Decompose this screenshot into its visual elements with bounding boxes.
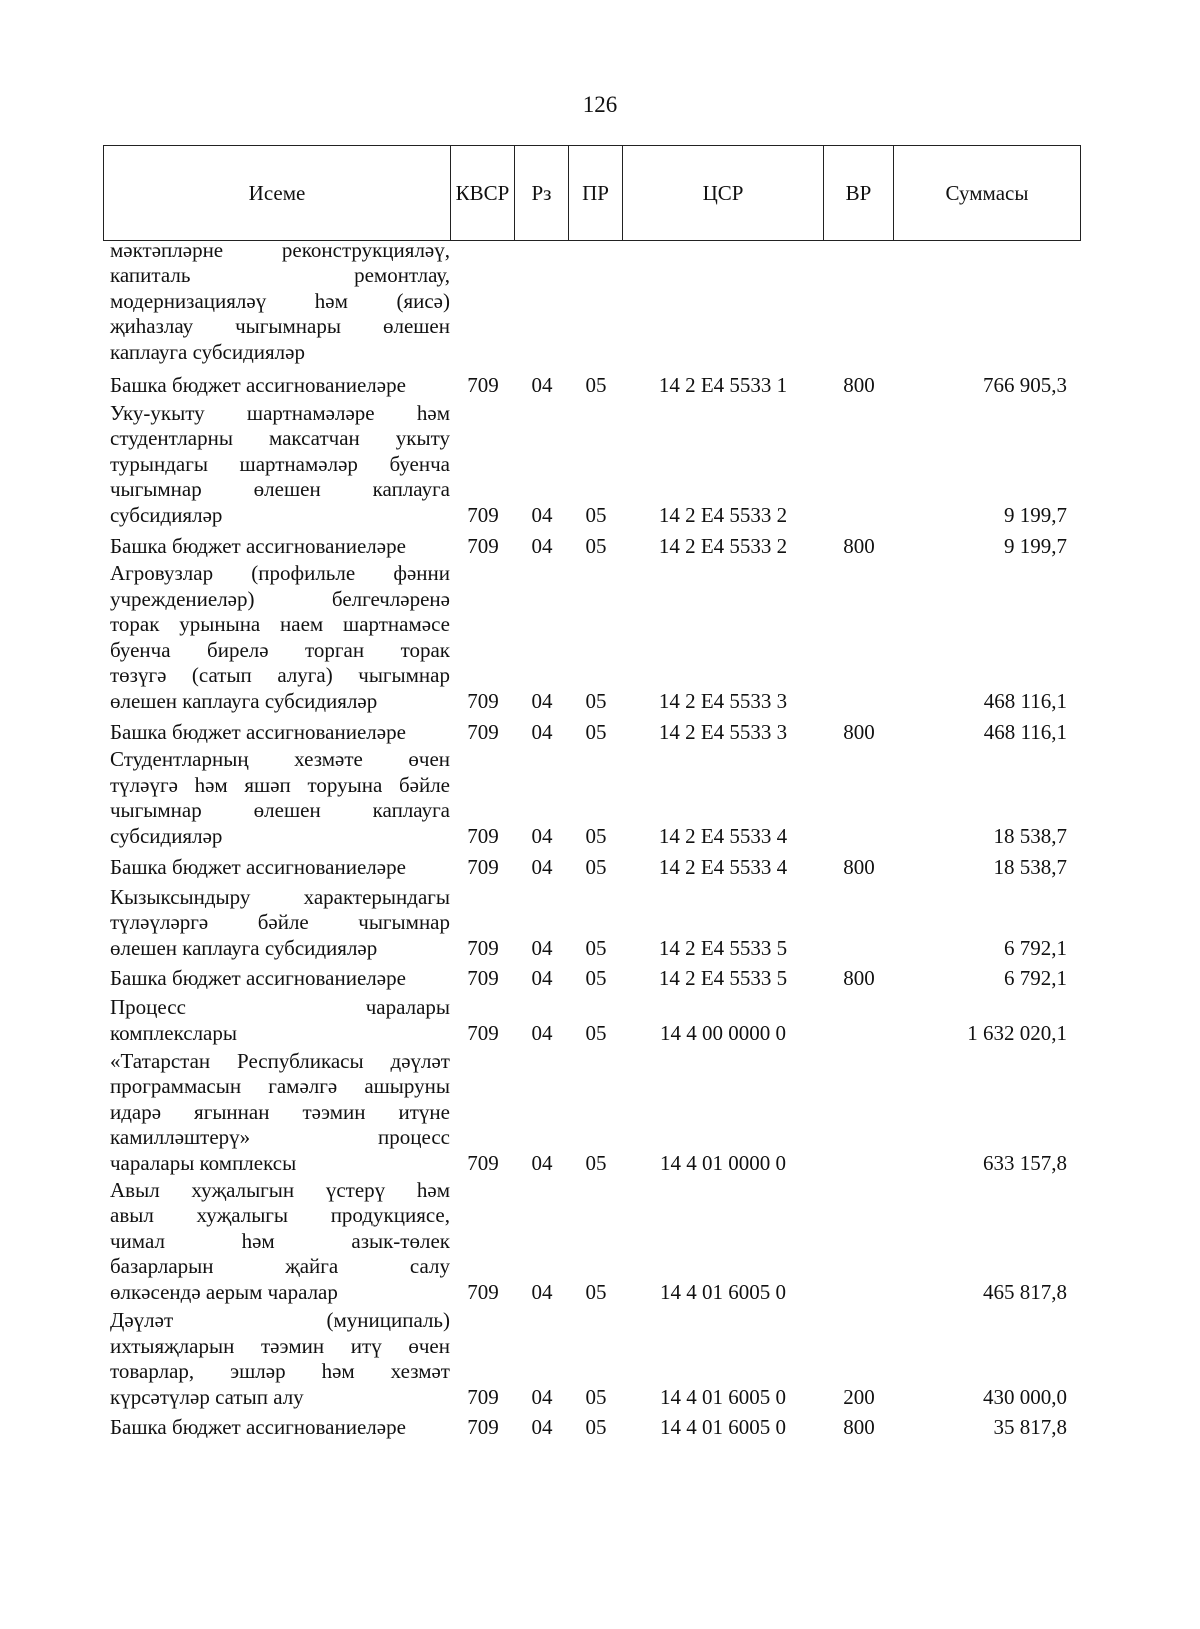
row-name-line: учреждениеләр) белгечләренә xyxy=(110,586,450,611)
row-name-line: базарларын җайга салу xyxy=(110,1254,450,1278)
cell-rz: 04 xyxy=(531,372,553,397)
cell-rz: 04 xyxy=(531,1279,553,1304)
row-name-line: Процесс чаралары xyxy=(110,995,450,1019)
header-pr: ПР xyxy=(569,146,623,241)
row-name-line: Уку-укыту шартнамәләре һәм xyxy=(110,400,450,425)
row-name-line: буенча бирелә торган торак xyxy=(110,637,450,662)
row-name-line: җиһазлау чыгымнары өлешен xyxy=(110,314,450,338)
cell-pr: 05 xyxy=(585,1150,607,1175)
cell-sum: 6 792,1 xyxy=(1004,965,1067,990)
cell-rz: 04 xyxy=(531,823,553,848)
cell-pr: 05 xyxy=(585,502,607,527)
cell-rz: 04 xyxy=(531,1020,553,1045)
header-csr: ЦСР xyxy=(623,146,824,241)
cell-sum: 468 116,1 xyxy=(983,719,1067,744)
cell-kvsr: 709 xyxy=(467,719,499,744)
row-name-line: Башка бюджет ассигнованиеләре xyxy=(110,533,406,558)
cell-kvsr: 709 xyxy=(467,533,499,558)
cell-rz: 04 xyxy=(531,965,553,990)
cell-sum: 430 000,0 xyxy=(983,1384,1067,1409)
cell-pr: 05 xyxy=(585,1384,607,1409)
cell-pr: 05 xyxy=(585,1414,607,1439)
row-name-line: Авыл хуҗалыгын үстерү һәм xyxy=(110,1177,450,1202)
cell-sum: 9 199,7 xyxy=(1004,502,1067,527)
cell-kvsr: 709 xyxy=(467,688,499,713)
row-name xyxy=(110,1415,450,1441)
row-name-line: капиталь ремонтлау, xyxy=(110,263,450,287)
row-name-line: Дәүләт (муниципаль) xyxy=(110,1308,450,1332)
row-name-line: авыл хуҗалыгы продукциясе, xyxy=(110,1203,450,1227)
row-name-line: товарлар, эшләр һәм хезмәт xyxy=(110,1359,450,1383)
row-name-line: Кызыксындыру характерындагы xyxy=(110,884,450,909)
header-name: Исеме xyxy=(104,146,451,241)
cell-sum: 766 905,3 xyxy=(983,372,1067,397)
row-name-line: чыгымнар өлешен каплауга xyxy=(110,477,450,501)
row-name-line: Башка бюджет ассигнованиеләре xyxy=(110,372,406,397)
row-name-line: студентларны максатчан укыту xyxy=(110,426,450,450)
row-name-line: төзүгә (сатып алуга) чыгымнар xyxy=(110,663,450,687)
header-vr: ВР xyxy=(824,146,894,241)
row-name-line: түләүләргә бәйле чыгымнар xyxy=(110,910,450,934)
row-name-line: Башка бюджет ассигнованиеләре xyxy=(110,719,406,744)
cell-kvsr: 709 xyxy=(467,1020,499,1045)
cell-kvsr: 709 xyxy=(467,823,499,848)
cell-csr: 14 4 01 6005 0 xyxy=(660,1279,786,1304)
cell-csr: 14 2 Е4 5533 3 xyxy=(658,688,788,713)
cell-kvsr: 709 xyxy=(467,1384,499,1409)
cell-sum: 633 157,8 xyxy=(983,1150,1067,1175)
row-name-line: Агровузлар (профильле фәнни xyxy=(110,561,450,585)
cell-vr: 800 xyxy=(843,1414,875,1439)
cell-kvsr: 709 xyxy=(467,372,499,397)
cell-rz: 04 xyxy=(531,1150,553,1175)
cell-rz: 04 xyxy=(531,719,553,744)
header-rz: Рз xyxy=(515,146,569,241)
cell-csr: 14 2 Е4 5533 5 xyxy=(658,935,788,960)
cell-kvsr: 709 xyxy=(467,935,499,960)
row-name-line: Башка бюджет ассигнованиеләре xyxy=(110,965,406,990)
cell-rz: 04 xyxy=(531,688,553,713)
row-name-line: мәктәпләрне реконструкцияләү, xyxy=(110,237,450,262)
row-name-line: өлешен каплауга субсидияләр xyxy=(110,935,378,960)
cell-sum: 6 792,1 xyxy=(1004,935,1067,960)
cell-pr: 05 xyxy=(585,1279,607,1304)
cell-csr: 14 2 Е4 5533 1 xyxy=(658,372,788,397)
cell-vr: 800 xyxy=(843,965,875,990)
cell-csr: 14 2 Е4 5533 4 xyxy=(658,823,788,848)
row-name-line: күрсәтүләр сатып алу xyxy=(110,1384,304,1409)
cell-pr: 05 xyxy=(585,1020,607,1045)
cell-csr: 14 2 Е4 5533 4 xyxy=(658,854,788,879)
header-sum: Суммасы xyxy=(894,146,1081,241)
row-name-line: чимал һәм азык-төлек xyxy=(110,1228,450,1253)
cell-csr: 14 2 Е4 5533 2 xyxy=(658,533,788,558)
cell-sum: 18 538,7 xyxy=(993,854,1067,879)
row-name-line: Башка бюджет ассигнованиеләре xyxy=(110,854,406,879)
cell-pr: 05 xyxy=(585,688,607,713)
cell-csr: 14 4 01 0000 0 xyxy=(660,1150,786,1175)
row-name-line: субсидияләр xyxy=(110,502,223,527)
cell-vr: 800 xyxy=(843,719,875,744)
row-name-line: өлкәсендә аерым чаралар xyxy=(110,1279,338,1304)
page-number: 126 xyxy=(582,92,618,117)
cell-rz: 04 xyxy=(531,533,553,558)
cell-pr: 05 xyxy=(585,935,607,960)
cell-rz: 04 xyxy=(531,502,553,527)
cell-rz: 04 xyxy=(531,1414,553,1439)
row-name-line: субсидияләр xyxy=(110,823,223,848)
row-name-line: Башка бюджет ассигнованиеләре xyxy=(110,1414,406,1439)
cell-sum: 1 632 020,1 xyxy=(967,1020,1067,1045)
cell-kvsr: 709 xyxy=(467,1150,499,1175)
cell-kvsr: 709 xyxy=(467,1279,499,1304)
cell-sum: 18 538,7 xyxy=(993,823,1067,848)
cell-csr: 14 2 Е4 5533 5 xyxy=(658,965,788,990)
row-name-line: программасын гамәлгә ашыруны xyxy=(110,1074,450,1098)
header-kvsr: КВСР xyxy=(451,146,515,241)
row-name-line: «Татарстан Республикасы дәүләт xyxy=(110,1048,450,1073)
cell-vr: 800 xyxy=(843,372,875,397)
cell-pr: 05 xyxy=(585,719,607,744)
row-name-line: түләүгә һәм яшәп торуына бәйле xyxy=(110,772,450,797)
row-name-line: чыгымнар өлешен каплауга xyxy=(110,798,450,822)
row-name-line: модернизацияләү һәм (яисә) xyxy=(110,288,450,313)
cell-rz: 04 xyxy=(531,935,553,960)
cell-sum: 465 817,8 xyxy=(983,1279,1067,1304)
row-name-line: идарә ягыннан тәэмин итүне xyxy=(110,1099,450,1124)
cell-pr: 05 xyxy=(585,823,607,848)
cell-pr: 05 xyxy=(585,965,607,990)
row-name-line: Студентларның хезмәте өчен xyxy=(110,747,450,771)
cell-csr: 14 4 01 6005 0 xyxy=(660,1384,786,1409)
cell-pr: 05 xyxy=(585,854,607,879)
row-name-line: чаралары комплексы xyxy=(110,1150,297,1175)
cell-pr: 05 xyxy=(585,372,607,397)
cell-sum: 468 116,1 xyxy=(983,688,1067,713)
row-name-line: турындагы шартнамәләр буенча xyxy=(110,451,450,476)
cell-csr: 14 2 Е4 5533 2 xyxy=(658,502,788,527)
cell-csr: 14 4 00 0000 0 xyxy=(660,1020,786,1045)
cell-csr: 14 4 01 6005 0 xyxy=(660,1414,786,1439)
cell-kvsr: 709 xyxy=(467,1414,499,1439)
cell-sum: 9 199,7 xyxy=(1004,533,1067,558)
cell-rz: 04 xyxy=(531,854,553,879)
row-name-line: ихтыяҗларын тәэмин итү өчен xyxy=(110,1333,450,1358)
cell-kvsr: 709 xyxy=(467,502,499,527)
cell-csr: 14 2 Е4 5533 3 xyxy=(658,719,788,744)
row-name-line: камилләштерү» процесс xyxy=(110,1125,450,1149)
cell-rz: 04 xyxy=(531,1384,553,1409)
row-name-line: өлешен каплауга субсидияләр xyxy=(110,688,378,713)
cell-vr: 200 xyxy=(843,1384,875,1409)
cell-vr: 800 xyxy=(843,533,875,558)
cell-kvsr: 709 xyxy=(467,965,499,990)
cell-sum: 35 817,8 xyxy=(993,1414,1067,1439)
row-name-line: каплауга субсидияләр xyxy=(110,339,305,364)
cell-vr: 800 xyxy=(843,854,875,879)
row-name-line: торак урынына наем шартнамәсе xyxy=(110,612,450,636)
cell-kvsr: 709 xyxy=(467,854,499,879)
cell-pr: 05 xyxy=(585,533,607,558)
row-name-line: комплекслары xyxy=(110,1020,237,1045)
